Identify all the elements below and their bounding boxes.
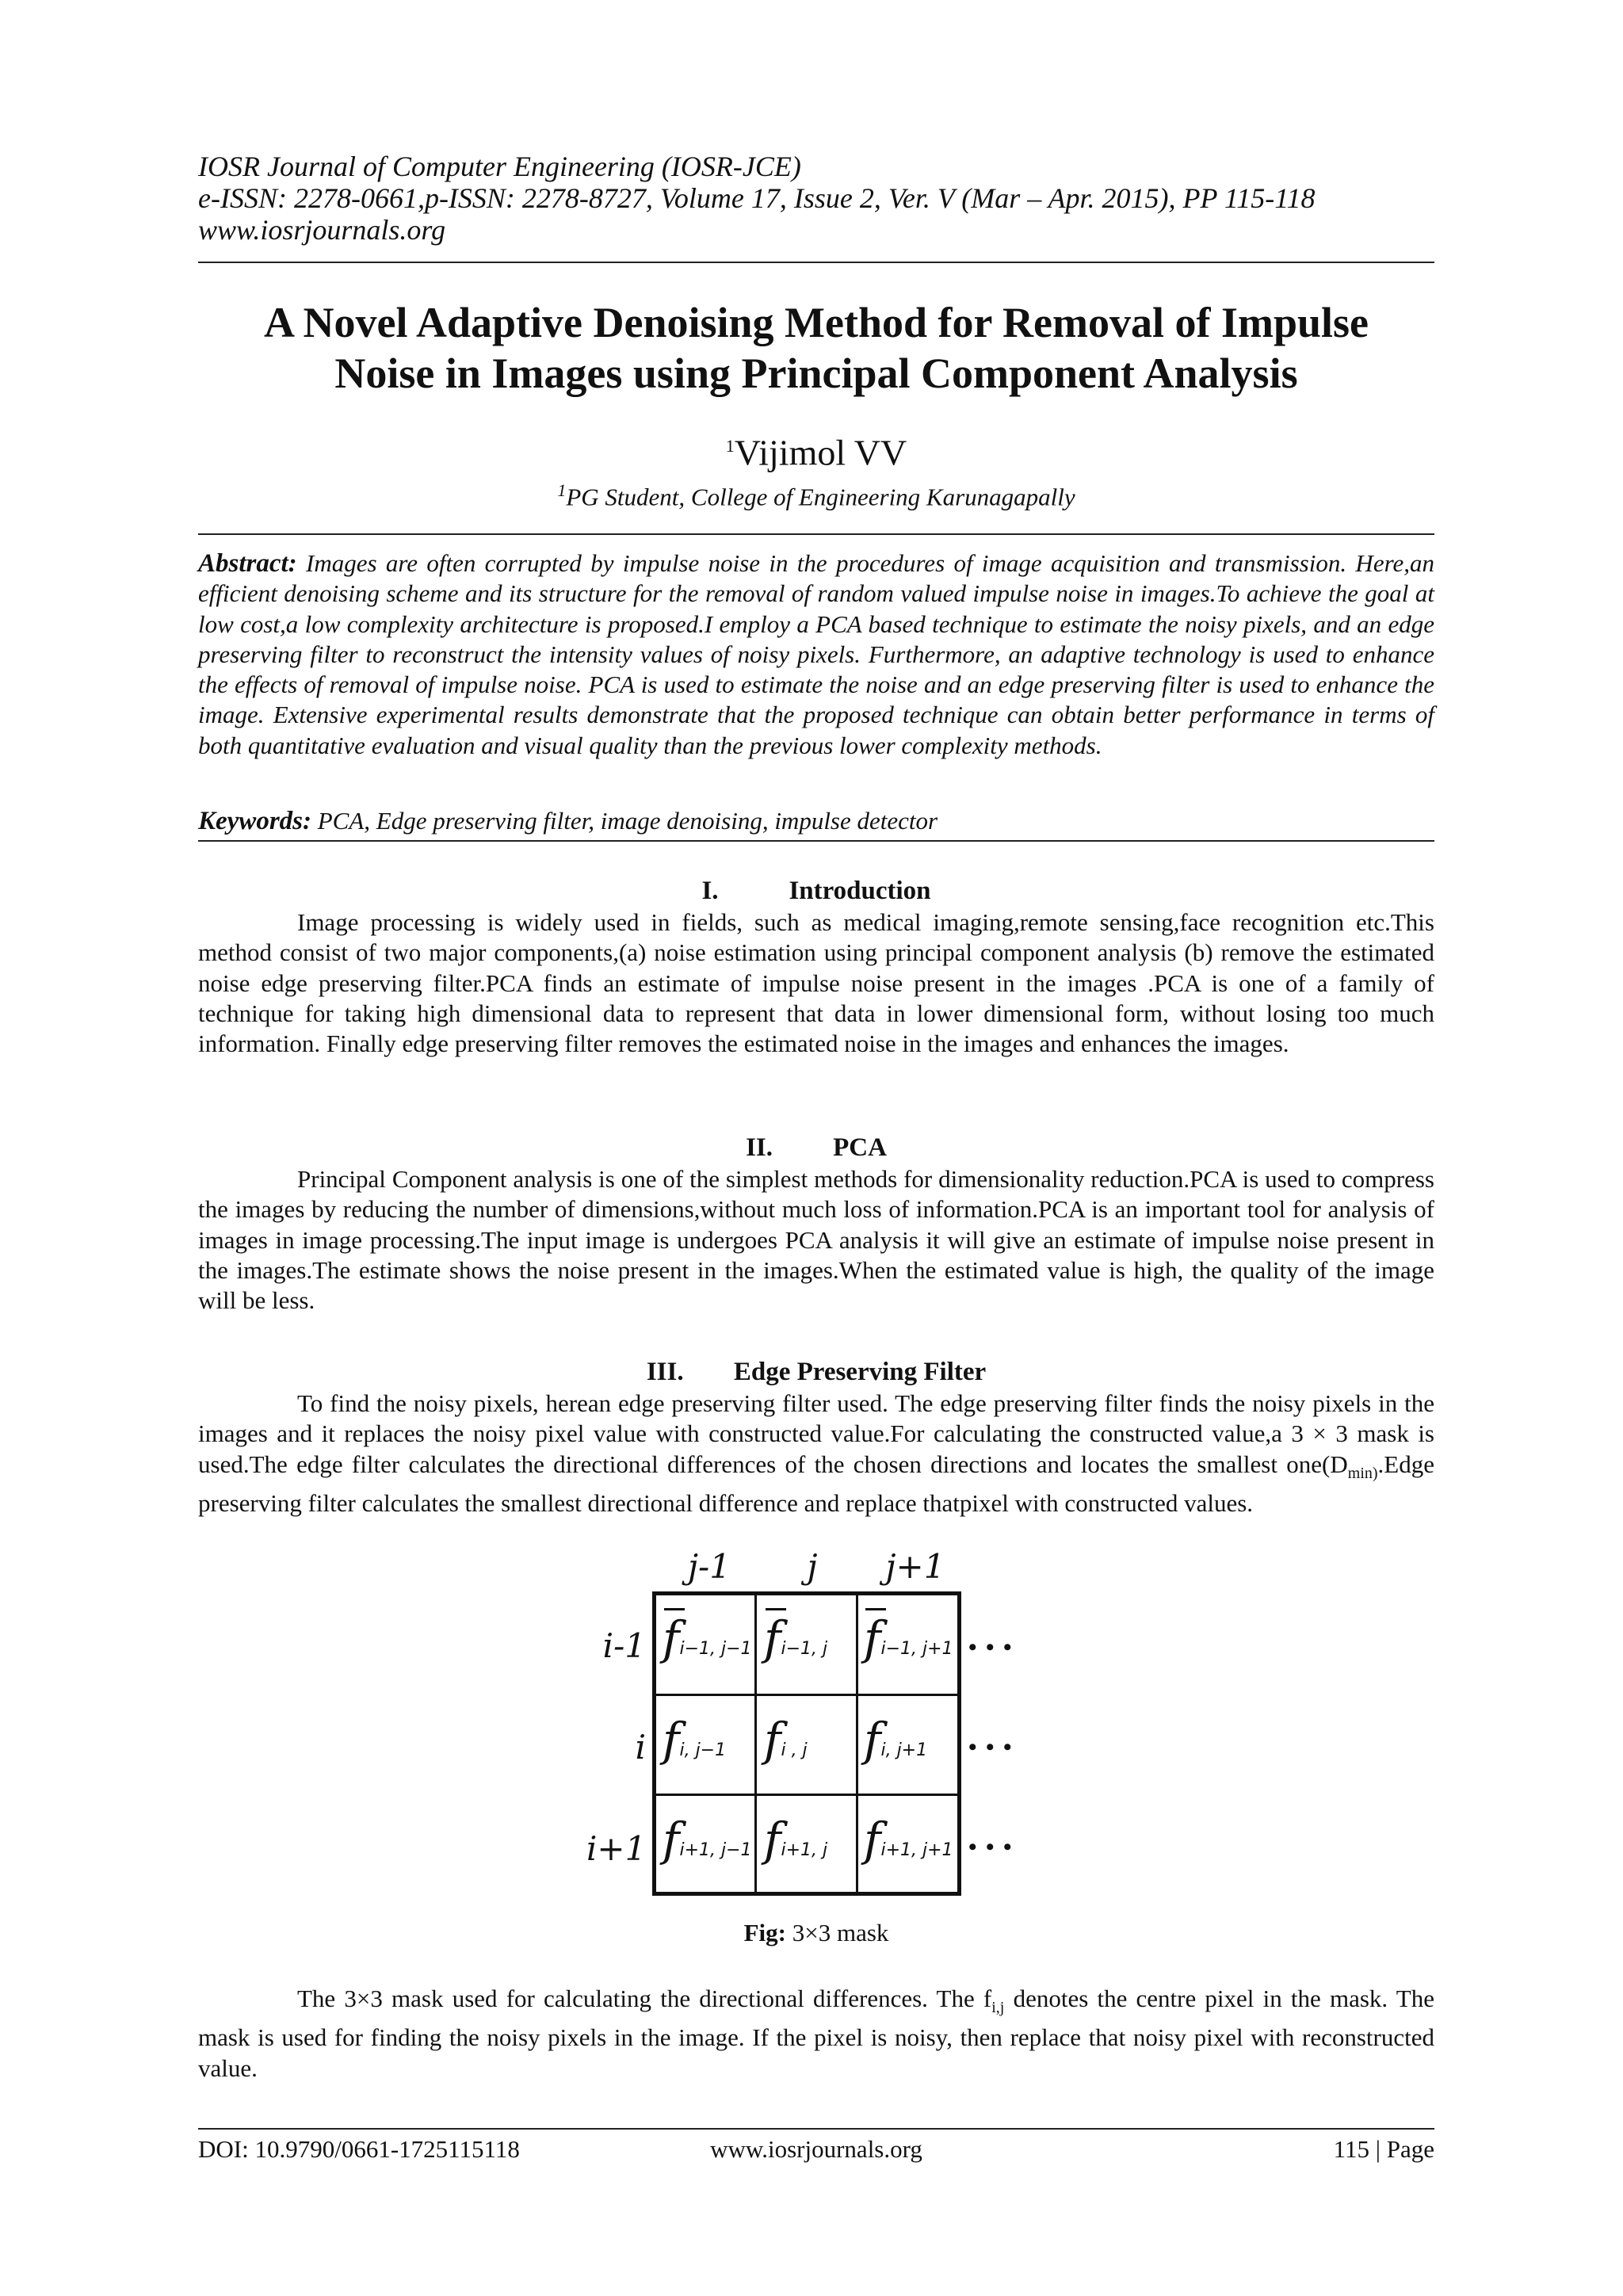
paragraph [198, 1984, 1434, 2084]
mask-cell-center: fi , j [764, 1713, 808, 1767]
mask-cell: fi, j−1 [663, 1713, 727, 1767]
figure-caption [198, 1918, 1434, 1948]
header-rule [198, 262, 1434, 263]
caption-label: Fig: [743, 1919, 786, 1946]
paragraph [198, 1389, 1434, 1519]
section-heading-introduction [198, 875, 1434, 907]
mask-cell: fi+1, j+1 [864, 1813, 953, 1866]
section-number: III. [646, 1358, 684, 1386]
keywords-text: PCA, Edge preserving filter, image denoising, impulse detector [317, 807, 938, 835]
paper-title [198, 297, 1434, 399]
mask-cell: fi−1, j+1 [864, 1611, 953, 1665]
row-label: i [635, 1728, 646, 1767]
abstract-text: Images are often corrupted by impulse noise in the procedures of image acquisition and transmission. Here,an efficient denoising scheme and its structure for the removal of random valued impulse noise in images.To achieve the goal at low cost,a low complexity architecture is proposed.I employ a PCA based technique to estimate the noisy pixels, and an edge preserving filter to reconstruct the intensity values of noisy pixels. Furthermore, an adaptive technology is used to enhance the effects of removal of impulse noise. PCA is used to estimate the noise and an edge preserving filter is used to enhance the image. Extensive experimental results demonstrate that the proposed technique can obtain better performance in terms of both quantitative evaluation and visual quality than the previous lower complexity methods. [198, 549, 1435, 759]
text-part: To find the noisy pixels, herean edge preserving filter used. The edge preserving filter finds the noisy pixels in the images and it replaces the noisy pixel value with constructed value.For calculating the constructed value,a 3 × 3 mask is used.The edge filter calculates the directional differences of the chosen directions and locates the smallest one(D [198, 1389, 1434, 1478]
grid-line [656, 1794, 957, 1796]
abstract-top-rule [198, 533, 1434, 535]
ellipsis: • • • [968, 1734, 1014, 1760]
section-number: II. [746, 1133, 773, 1162]
author [198, 424, 1434, 475]
abstract [198, 548, 1434, 761]
mask-grid [652, 1591, 961, 1896]
grid-line [754, 1595, 757, 1892]
keywords [198, 806, 1434, 836]
section-number: I. [701, 877, 719, 905]
keywords-label: Keywords: [198, 807, 311, 835]
mask-cell: fi−1, j [764, 1611, 827, 1665]
mask-cell: fi+1, j [764, 1813, 828, 1866]
author-name: Vijimol VV [734, 432, 907, 473]
paragraph-after-figure [198, 1984, 1434, 2084]
grid-line [656, 1694, 957, 1696]
grid-line [856, 1595, 858, 1892]
paragraph: Principal Component analysis is one of the simplest methods for dimensionality reduction.PCA is used to compress the images by reducing the number of dimensions,without much loss of information.PCA is an important tool for analysis of images in image processing.The input image is undergoes PCA analysis it will give an estimate of impulse noise present in the images.The estimate shows the noise present in the images.When the estimated value is high, the quality of the image will be less. [198, 1165, 1434, 1315]
mask-cell: fi, j+1 [864, 1713, 928, 1767]
col-label: j [807, 1547, 818, 1586]
caption-text: 3×3 mask [785, 1919, 889, 1946]
subscript: min) [1347, 1464, 1378, 1482]
figure-3x3-mask [586, 1547, 1030, 1927]
ellipsis: • • • [968, 1634, 1014, 1660]
author-superscript: 1 [725, 436, 735, 456]
journal-header [198, 151, 1434, 246]
row-label: i+1 [586, 1829, 647, 1868]
title-line-2: Noise in Images using Principal Component Analysis [334, 350, 1298, 397]
affiliation-superscript: 1 [557, 480, 567, 500]
section-heading-edge-filter [198, 1356, 1434, 1388]
col-label: j+1 [885, 1547, 945, 1586]
section-title: Edge Preserving Filter [733, 1358, 987, 1386]
section-edge-filter-body [198, 1389, 1434, 1519]
paragraph: Image processing is widely used in fields, such as medical imaging,remote sensing,face recognition etc.This method consist of two major components,(a) noise estimation using principal component analysis (b) remove the estimated noise edge preserving filter.PCA finds an estimate of impulse noise present in the images .PCA is one of a family of technique for taking high dimensional data to represent that data in lower dimensional form, without losing too much information. Finally edge preserving filter removes the estimated noise in the images and enhances the images. [198, 908, 1434, 1058]
section-title: Introduction [789, 877, 931, 905]
abstract-label: Abstract: [198, 549, 297, 578]
section-heading-pca [198, 1132, 1434, 1163]
ellipsis: • • • [968, 1834, 1014, 1860]
text-part: The 3×3 mask used for calculating the directional differences. The f [297, 1985, 992, 2012]
affiliation [198, 476, 1434, 512]
footer-page-number: 115 | Page [1333, 2135, 1434, 2163]
subscript: i,j [991, 1999, 1005, 2017]
section-title: PCA [833, 1133, 887, 1162]
text-part: .Edge preserving filter calculates the smallest directional difference and replace thatpixel with constructed values. [198, 1450, 1434, 1518]
abstract-bottom-rule [198, 840, 1434, 842]
row-label: i-1 [602, 1626, 646, 1665]
footer-rule [198, 2128, 1434, 2130]
footer-website: www.iosrjournals.org [710, 2135, 922, 2163]
journal-name: IOSR Journal of Computer Engineering (IOSR-JCE) [198, 151, 801, 182]
col-label: j-1 [688, 1547, 731, 1586]
affiliation-text: PG Student, College of Engineering Karunagapally [566, 483, 1075, 511]
title-line-1: A Novel Adaptive Denoising Method for Removal of Impulse [263, 299, 1369, 346]
footer-doi: DOI: 10.9790/0661-1725115118 [198, 2135, 520, 2163]
journal-issn: e-ISSN: 2278-0661,p-ISSN: 2278-8727, Volume 17, Issue 2, Ver. V (Mar – Apr. 2015), PP 115-118 [198, 182, 1316, 214]
section-pca-body [198, 1164, 1434, 1316]
journal-website: www.iosrjournals.org [198, 214, 446, 246]
section-introduction-body [198, 907, 1434, 1059]
mask-cell: fi+1, j−1 [663, 1813, 752, 1866]
text-part: denotes the centre pixel in the mask. The mask is used for finding the noisy pixels in the image. If the pixel is noisy, then replace that noisy pixel with reconstructed value. [198, 1985, 1434, 2082]
mask-cell: fi−1, j−1 [663, 1611, 752, 1665]
